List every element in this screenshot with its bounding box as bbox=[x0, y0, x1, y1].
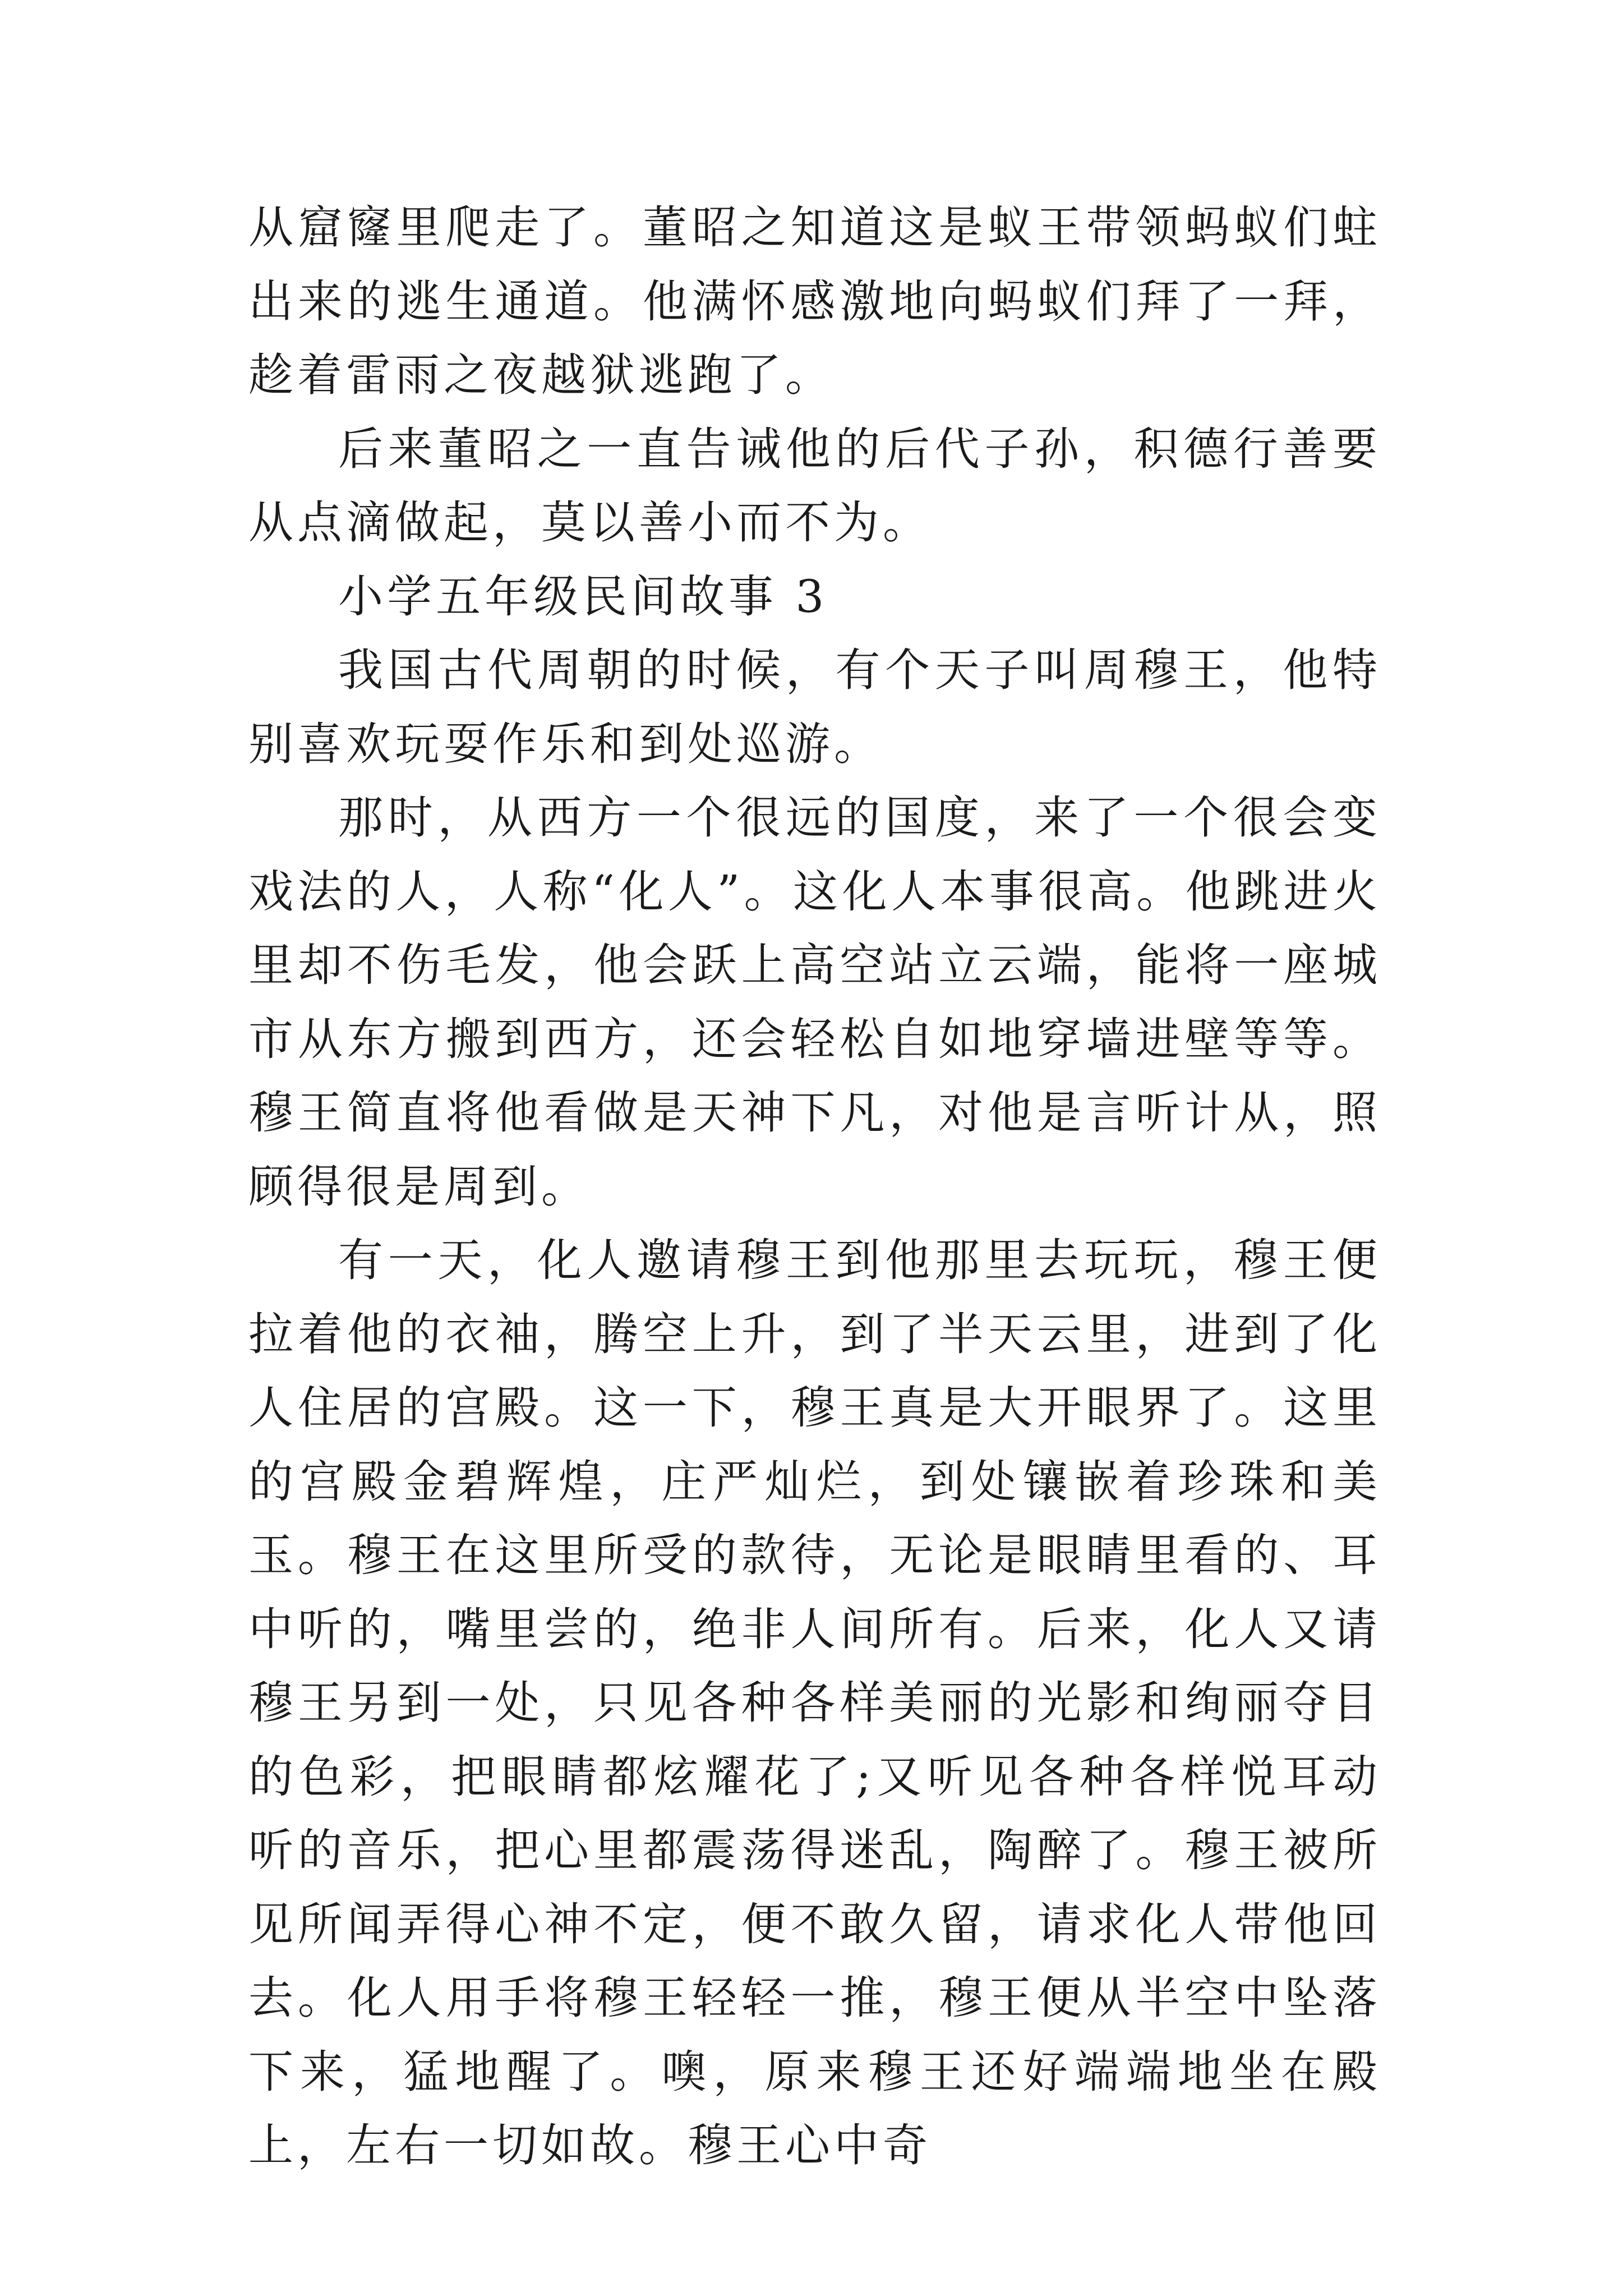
paragraph: 后来董昭之一直告诫他的后代子孙，积德行善要从点滴做起，莫以善小而不为。 bbox=[248, 422, 1381, 549]
paragraph-continuation: 从窟窿里爬走了。董昭之知道这是蚁王带领蚂蚁们蛀出来的逃生通道。他满怀感激地向蚂蚁们拜了一拜，趁着雷雨之夜越狱逃跑了。 bbox=[248, 201, 1381, 401]
document-body bbox=[248, 191, 1381, 2183]
section-heading: 小学五年级民间故事 3 bbox=[338, 570, 828, 623]
paragraph: 有一天，化人邀请穆王到他那里去玩玩，穆王便拉着他的衣袖，腾空上升，到了半天云里，进到了化人住居的宫殿。这一下，穆王真是大开眼界了。这里的宫殿金碧辉煌，庄严灿烂，到处镶嵌着珍珠和美玉。穆王在这里所受的款待，无论是眼睛里看的、耳中听的，嘴里尝的，绝非人间所有。后来，化人又请穆王另到一处，只见各种各样美丽的光影和绚丽夺目的色彩，把眼睛都炫耀花了;又听见各种各样悦耳动听的音乐，把心里都震荡得迷乱，陶醉了。穆王被所见所闻弄得心神不定，便不敢久留，请求化人带他回去。化人用手将穆王轻轻一推，穆王便从半空中坠落下来，猛地醒了。噢，原来穆王还好端端地坐在殿上，左右一切如故。穆王心中奇 bbox=[248, 1234, 1381, 2171]
paragraph: 那时，从西方一个很远的国度，来了一个很会变戏法的人，人称“化人”。这化人本事很高。他跳进火里却不伤毛发，他会跃上高空站立云端，能将一座城市从东方搬到西方，还会轻松自如地穿墙进壁等等。穆王简直将他看做是天神下凡，对他是言听计从，照顾得很是周到。 bbox=[248, 792, 1381, 1213]
paragraph: 我国古代周朝的时候，有个天子叫周穆王，他特别喜欢玩耍作乐和到处巡游。 bbox=[248, 644, 1381, 770]
